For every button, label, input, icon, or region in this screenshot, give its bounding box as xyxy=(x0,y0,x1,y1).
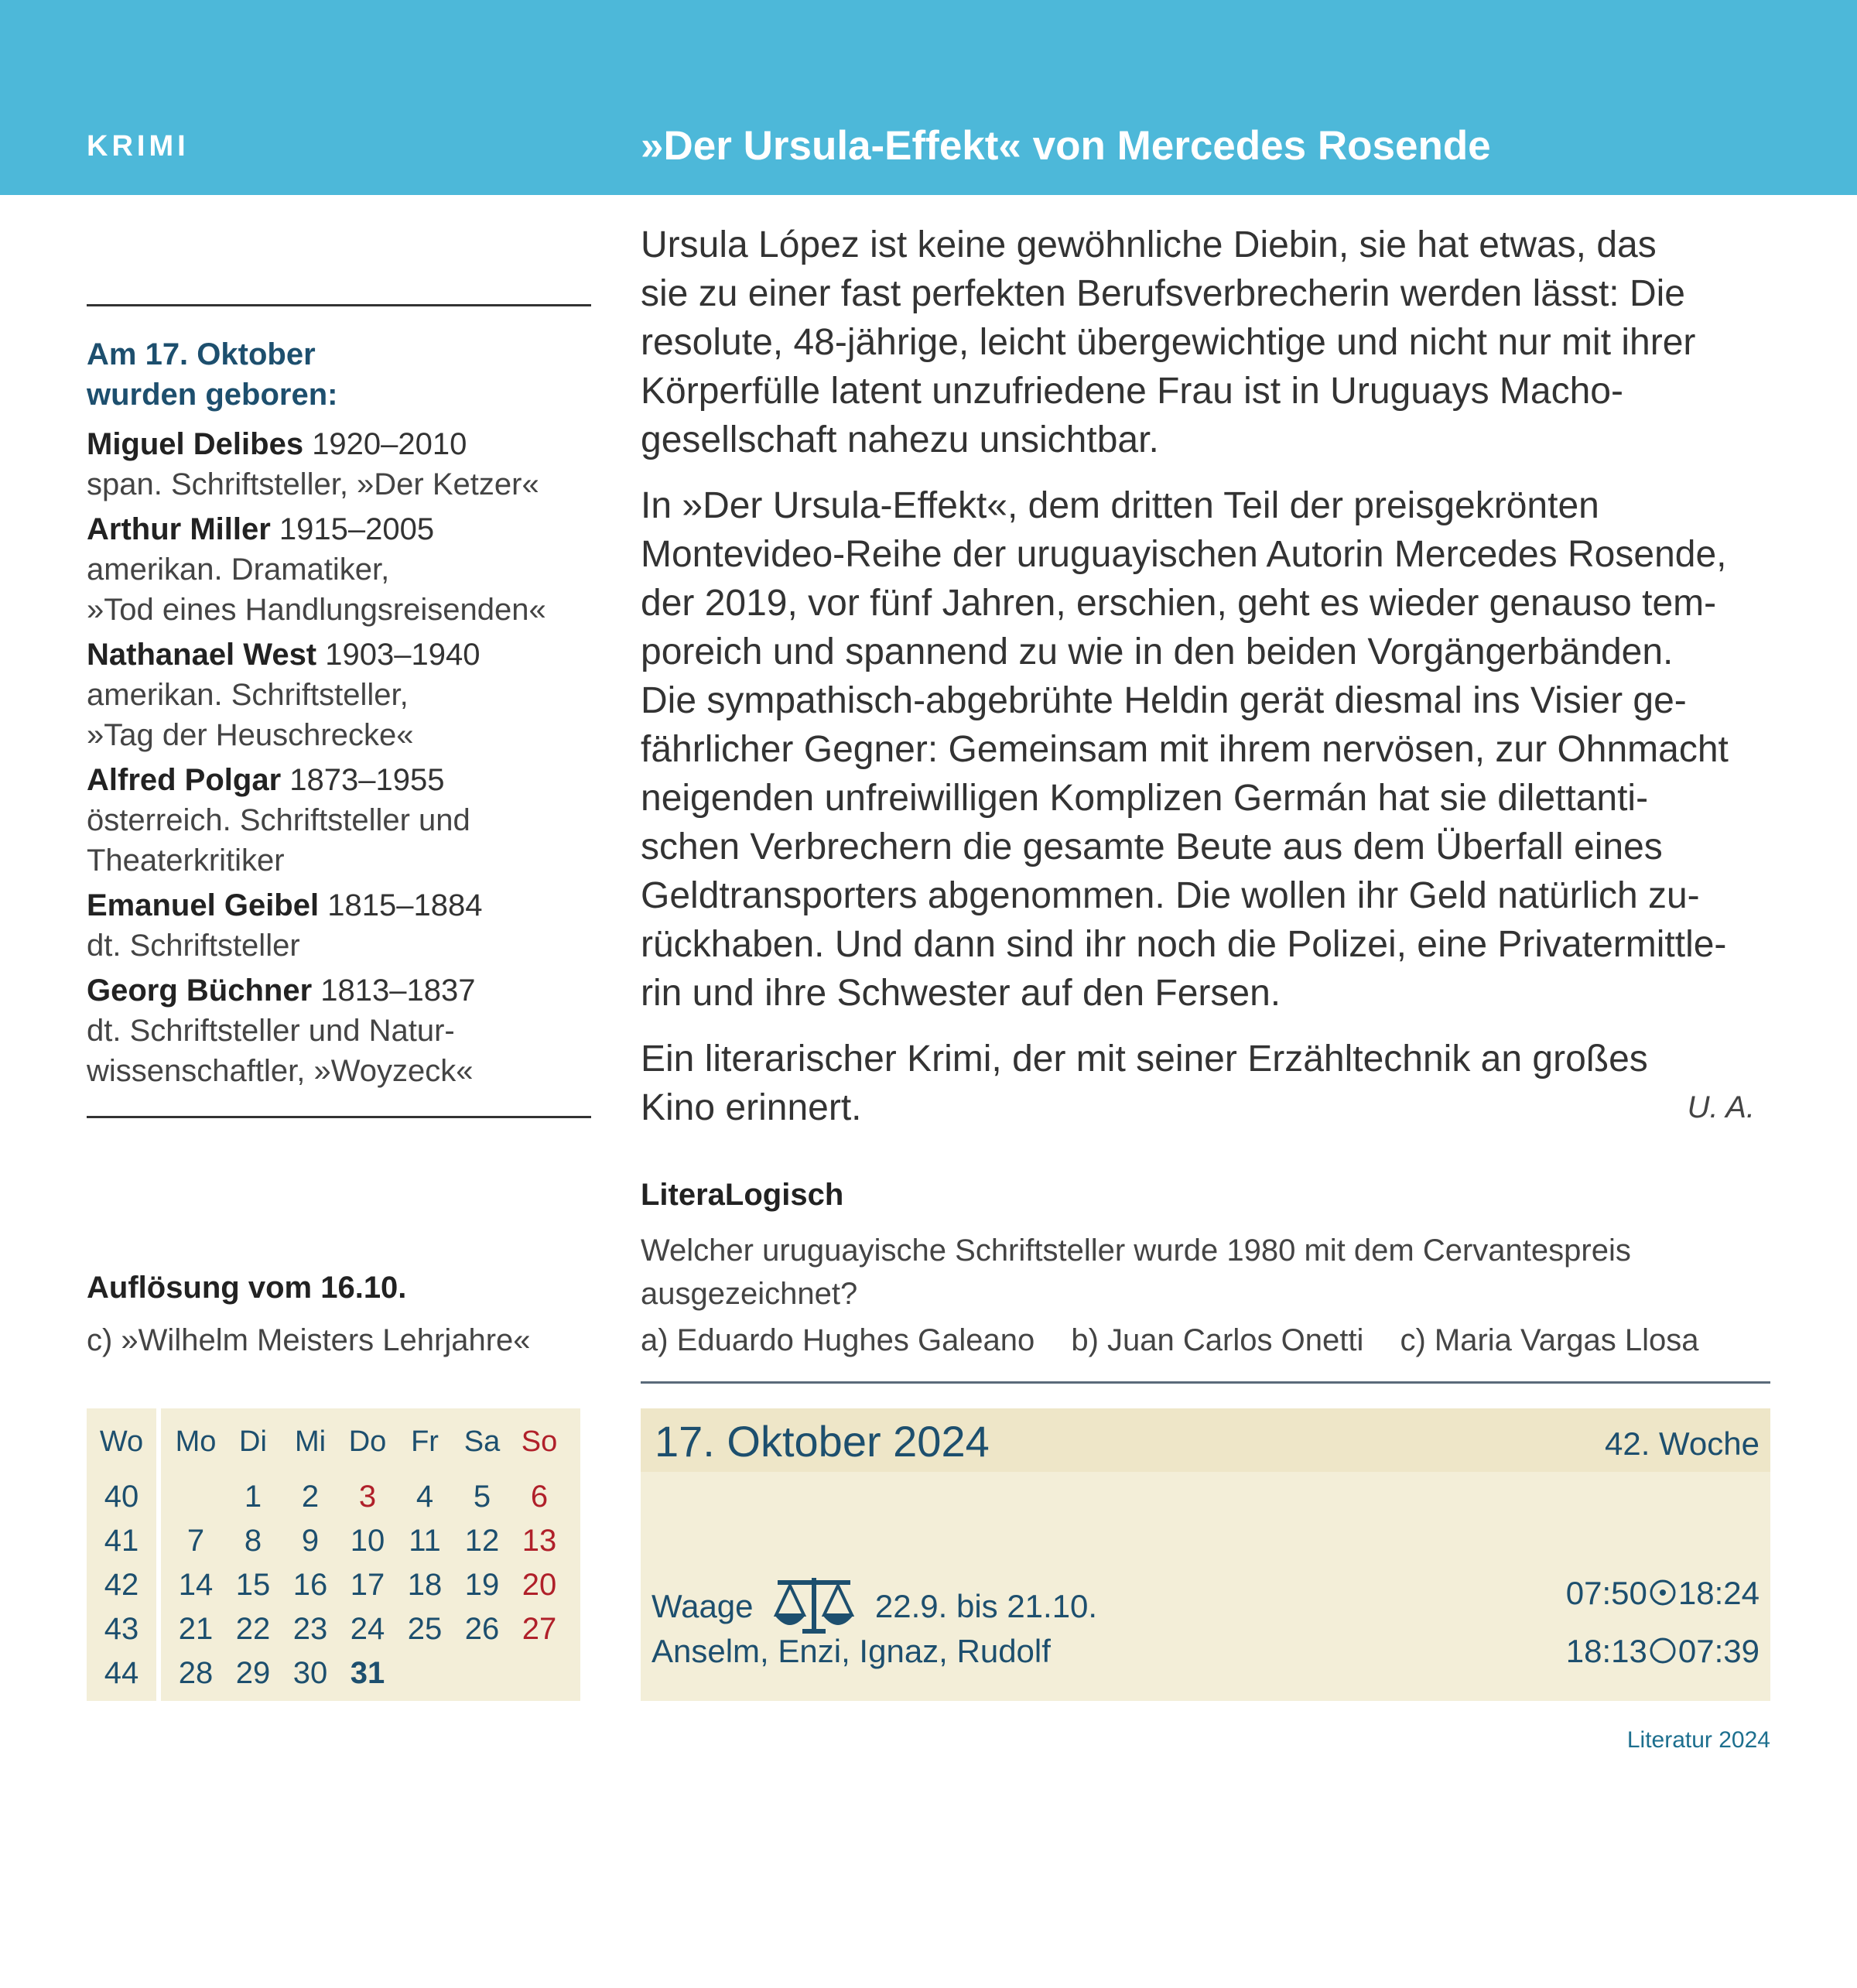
article-line: Kino erinnert. xyxy=(641,1087,862,1128)
article-line: rückhaben. Und dann sind ihr noch die Polizei, eine Privatermittle- xyxy=(641,924,1727,965)
person-years: 1873–1955 xyxy=(289,763,445,797)
person-desc: amerikan. Dramatiker, xyxy=(87,553,390,587)
article-line: schen Verbrechern die gesamte Beute aus dem Überfall eines xyxy=(641,826,1663,867)
moonrise-time: 18:13 xyxy=(1565,1633,1647,1669)
sun-times xyxy=(1566,1575,1760,1614)
article-line: In »Der Ursula-Effekt«, dem dritten Teil der preisgekrönten xyxy=(641,485,1599,526)
calendar-day: 18 xyxy=(407,1568,443,1602)
person-entry xyxy=(87,885,613,966)
moon-icon xyxy=(1649,1635,1677,1672)
calendar-day: 12 xyxy=(464,1524,500,1558)
calendar-day: 21 xyxy=(178,1612,214,1646)
quiz-question-line: ausgezeichnet? xyxy=(641,1277,858,1311)
calendar-day: 14 xyxy=(178,1568,214,1602)
births-list xyxy=(87,424,613,1096)
mini-calendar xyxy=(87,1408,580,1701)
calendar-week-number: 44 xyxy=(104,1656,139,1690)
article-body xyxy=(641,221,1778,1149)
calendar-day-header: Di xyxy=(239,1425,267,1458)
calendar-week-number: 43 xyxy=(104,1612,139,1646)
book-title: »Der Ursula-Effekt« von Mercedes Rosende xyxy=(641,123,1491,169)
births-heading-line: wurden geboren: xyxy=(87,378,338,412)
zodiac-sign: Waage xyxy=(651,1588,754,1625)
article-line: gesellschaft nahezu unsichtbar. xyxy=(641,419,1159,460)
calendar-day: 25 xyxy=(407,1612,443,1646)
calendar-day: 9 xyxy=(301,1524,320,1558)
calendar-day-header: So xyxy=(521,1425,558,1458)
person-name: Miguel Delibes xyxy=(87,427,304,461)
person-years: 1815–1884 xyxy=(327,888,483,922)
calendar-day: 29 xyxy=(235,1656,271,1690)
calendar-week-number: 40 xyxy=(104,1480,139,1514)
person-desc: amerikan. Schriftsteller, xyxy=(87,678,409,712)
births-heading-line: Am 17. Oktober xyxy=(87,337,316,371)
article-line: Ein literarischer Krimi, der mit seiner Erzähltechnik an großes xyxy=(641,1038,1648,1080)
sunrise-time: 07:50 xyxy=(1565,1575,1647,1611)
person-desc: »Tag der Heuschrecke« xyxy=(87,718,414,752)
article-paragraph xyxy=(641,221,1778,464)
person-desc: span. Schriftsteller, »Der Ketzer« xyxy=(87,467,539,501)
article-line: Körperfülle latent unzufriedene Frau ist in Uruguays Macho- xyxy=(641,371,1623,412)
person-desc: dt. Schriftsteller xyxy=(87,929,300,963)
article-paragraph xyxy=(641,481,1778,1018)
person-name: Arthur Miller xyxy=(87,512,271,546)
article-line: sie zu einer fast perfekten Berufsverbrecherin werden lässt: Die xyxy=(641,273,1685,314)
calendar-day: 16 xyxy=(292,1568,328,1602)
calendar-day: 27 xyxy=(522,1612,557,1646)
person-years: 1920–2010 xyxy=(312,427,467,461)
person-entry xyxy=(87,970,613,1091)
moon-times xyxy=(1566,1633,1760,1672)
calendar-day: 1 xyxy=(244,1480,262,1514)
person-entry xyxy=(87,635,613,755)
quiz-option: b) Juan Carlos Onetti xyxy=(1071,1323,1364,1357)
person-desc: Theaterkritiker xyxy=(87,843,285,878)
person-desc: dt. Schriftsteller und Natur- xyxy=(87,1014,455,1048)
sun-icon xyxy=(1649,1577,1677,1614)
solution-text: c) »Wilhelm Meisters Lehrjahre« xyxy=(87,1323,531,1357)
calendar-day: 28 xyxy=(178,1656,214,1690)
calendar-day-header: Sa xyxy=(463,1425,501,1458)
quiz-option: a) Eduardo Hughes Galeano xyxy=(641,1323,1035,1357)
top-divider xyxy=(87,304,591,306)
calendar-day: 30 xyxy=(292,1656,328,1690)
person-years: 1915–2005 xyxy=(279,512,435,546)
quiz-title: LiteraLogisch xyxy=(641,1178,844,1212)
person-entry xyxy=(87,424,613,505)
solution-title: Auflösung vom 16.10. xyxy=(87,1271,407,1305)
births-bottom-divider xyxy=(87,1116,591,1118)
person-years: 1903–1940 xyxy=(325,638,480,672)
day-panel xyxy=(641,1408,1770,1701)
calendar-day: 23 xyxy=(292,1612,328,1646)
person-years: 1813–1837 xyxy=(320,973,476,1008)
calendar-day: 20 xyxy=(522,1568,557,1602)
quiz-question xyxy=(641,1229,1631,1316)
bottom-divider xyxy=(641,1381,1770,1384)
calendar-week-header: Wo xyxy=(99,1425,144,1458)
moonset-time: 07:39 xyxy=(1677,1633,1760,1669)
sunset-time: 18:24 xyxy=(1677,1575,1760,1611)
calendar-day: 19 xyxy=(464,1568,500,1602)
calendar-day: 22 xyxy=(235,1612,271,1646)
calendar-day-header: Do xyxy=(348,1425,387,1458)
article-line: rin und ihre Schwester auf den Fersen. xyxy=(641,973,1281,1014)
calendar-day: 2 xyxy=(301,1480,320,1514)
calendar-day: 5 xyxy=(473,1480,491,1514)
quiz-options xyxy=(641,1323,1727,1358)
name-days: Anselm, Enzi, Ignaz, Rudolf xyxy=(651,1633,1051,1669)
person-name: Nathanael West xyxy=(87,638,317,672)
article-paragraph xyxy=(641,1035,1778,1132)
calendar-day: 24 xyxy=(350,1612,385,1646)
calendar-day: 13 xyxy=(522,1524,557,1558)
calendar-day: 10 xyxy=(350,1524,385,1558)
calendar-day: 4 xyxy=(416,1480,434,1514)
article-line: Montevideo-Reihe der uruguayischen Autorin Mercedes Rosende, xyxy=(641,534,1727,575)
article-line: resolute, 48-jährige, leicht übergewichtige und nicht nur mit ihrer xyxy=(641,322,1696,363)
current-date: 17. Oktober 2024 xyxy=(655,1417,990,1466)
calendar-day-header: Mo xyxy=(175,1425,217,1458)
calendar-day: 6 xyxy=(530,1480,549,1514)
person-desc: österreich. Schriftsteller und xyxy=(87,803,470,837)
article-line: Ursula López ist keine gewöhnliche Diebin, sie hat etwas, das xyxy=(641,224,1657,265)
quiz-question-line: Welcher uruguayische Schriftsteller wurde 1980 mit dem Cervantespreis xyxy=(641,1234,1631,1268)
author-initials: U. A. xyxy=(1687,1090,1755,1124)
article-line: Geldtransporters abgenommen. Die wollen ihr Geld natürlich zu- xyxy=(641,875,1700,916)
calendar-day: 8 xyxy=(244,1524,262,1558)
header-bar xyxy=(0,0,1857,195)
footer-label: Literatur 2024 xyxy=(1626,1727,1770,1753)
person-name: Georg Büchner xyxy=(87,973,313,1008)
calendar-week-number: 42 xyxy=(104,1568,139,1602)
category-label: KRIMI xyxy=(87,130,190,163)
person-desc: wissenschaftler, »Woyzeck« xyxy=(87,1054,474,1088)
person-desc: »Tod eines Handlungsreisenden« xyxy=(87,593,546,627)
article-line: Die sympathisch-abgebrühte Heldin gerät diesmal ins Visier ge- xyxy=(641,680,1687,721)
quiz-option: c) Maria Vargas Llosa xyxy=(1400,1323,1699,1357)
article-line: poreich und spannend zu wie in den beiden Vorgängerbänden. xyxy=(641,631,1674,672)
births-heading xyxy=(87,334,597,415)
calendar-day-header: Mi xyxy=(294,1425,327,1458)
article-line: fährlicher Gegner: Gemeinsam mit ihrem nervösen, zur Ohnmacht xyxy=(641,729,1729,770)
person-name: Emanuel Geibel xyxy=(87,888,320,922)
calendar-day: 15 xyxy=(235,1568,271,1602)
week-number: 42. Woche xyxy=(1604,1425,1760,1462)
person-name: Alfred Polgar xyxy=(87,763,282,797)
calendar-day-header: Fr xyxy=(411,1425,439,1458)
article-line: neigenden unfreiwilligen Komplizen Germán hat sie dilettanti- xyxy=(641,778,1649,819)
zodiac-range: 22.9. bis 21.10. xyxy=(874,1588,1098,1625)
person-entry xyxy=(87,509,613,630)
calendar-day: 31 xyxy=(350,1656,385,1690)
article-line: der 2019, vor fünf Jahren, erschien, geht es wieder genauso tem- xyxy=(641,583,1717,624)
calendar-week-number: 41 xyxy=(104,1524,139,1558)
calendar-day: 17 xyxy=(350,1568,385,1602)
calendar-day: 26 xyxy=(464,1612,500,1646)
calendar-day: 11 xyxy=(409,1524,441,1558)
calendar-day: 7 xyxy=(186,1524,205,1558)
calendar-day: 3 xyxy=(358,1480,377,1514)
person-entry xyxy=(87,760,613,881)
